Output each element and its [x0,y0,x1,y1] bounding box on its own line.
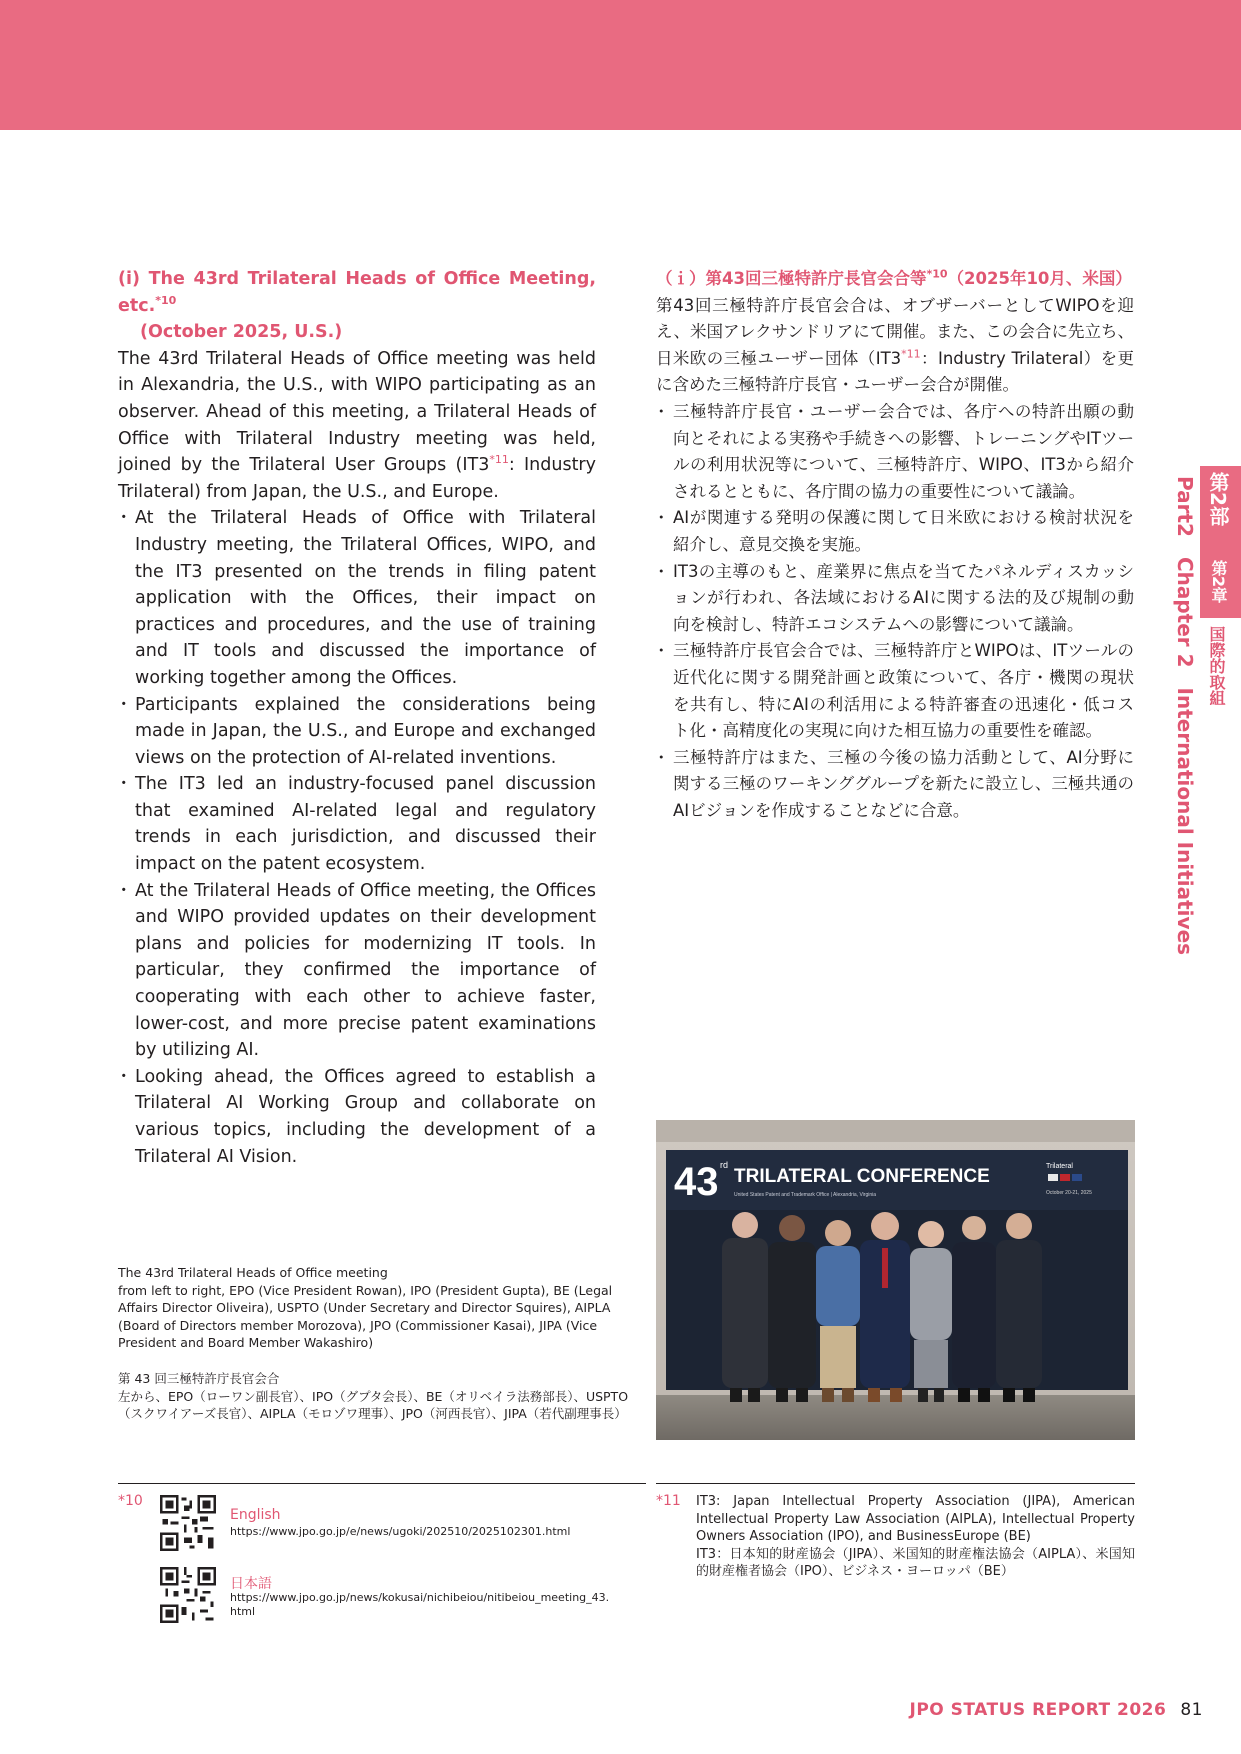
english-heading [118,266,596,346]
japanese-column [656,266,1134,824]
english-bullet-list [118,505,596,1170]
footnote-ref-10: *10 [926,267,948,281]
list-item: ・ 三極特許庁はまた、三極の今後の協力活動として、AI分野に関する三極のワーキンググループを新たに設立し、三極共通のAIビジョンを作成することなどに合意。 [656,745,1134,825]
qr-code-english[interactable] [160,1495,216,1551]
english-heading-title: (i) The 43rd Trilateral Heads of Office Meeting, etc. [118,269,596,316]
footnote-ref-11: *11 [901,347,921,361]
list-item: ・ Looking ahead, the Offices agreed to establish a Trilateral AI Working Group and collaborate on various topics, including the development of a Trilateral AI Vision. [118,1064,596,1170]
side-chapter-label: 第2章 [1209,560,1228,604]
footnote-divider [118,1483,646,1484]
caption-title: The 43rd Trilateral Heads of Office meeting [118,1265,388,1280]
header-color-band [0,0,1241,130]
photo-caption-japanese [118,1370,646,1423]
qr-code-japanese[interactable] [160,1567,216,1623]
conference-group-photo [656,1120,1135,1440]
list-item: ・ AIが関連する発明の保護に関して日米欧における検討状況を紹介し、意見交換を実施。 [656,505,1134,558]
caption-body: 左から、EPO（ローワン副長官）、IPO（グプタ会長）、BE（オリベイラ法務部長）、USPTO（スクワイアーズ長官）、AIPLA（モロゾワ理事）、JPO（河西長官）、JIPA（若代副理事長） [118,1388,629,1422]
caption-title: 第 43 回三極特許庁長官会合 [118,1371,280,1386]
english-heading-date: (October 2025, U.S.) [140,322,343,343]
footnote-10-mark: *10 [118,1493,143,1509]
footnote-11-mark: *11 [656,1493,681,1509]
side-part-label: 第2部 [1206,472,1230,526]
japanese-intro-text-b: ：Industry Trilateral）を更に含めた三極特許庁長官・ユーザー会合が開催。 [656,348,1134,395]
english-url-link[interactable]: https://www.jpo.go.jp/e/news/ugoki/202510/2025102301.html [230,1525,571,1538]
list-item: ・ At the Trilateral Heads of Office meeting, the Offices and WIPO provided updates on their development plans and policies for modernizing IT tools. In particular, they confirmed the importance of cooperating with each other to achieve faster, lower-cost, and more precise patent examinations by utilizing AI. [118,878,596,1064]
list-item: ・ The IT3 led an industry-focused panel discussion that examined AI-related legal and regulatory trends in each jurisdiction, and discussed their impact on the patent ecosystem. [118,771,596,877]
list-item: ・ IT3の主導のもと、産業界に焦点を当てたパネルディスカッションが行われ、各法域におけるAIに関する法的及び規制の動向を検討し、特許エコシステムへの影響について議論。 [656,559,1134,639]
list-item: ・ 三極特許庁長官会合では、三極特許庁とWIPOは、ITツールの近代化に関する開発計画と政策について、各庁・機関の現状を共有し、特にAIの利活用による特許審査の迅速化・低コスト化・高精度化の実現に向けた相互協力の重要性を確認。 [656,638,1134,744]
list-item: ・ 三極特許庁長官・ユーザー会合では、各庁への特許出願の動向とそれによる実務や手続きへの影響、トレーニングやITツールの利用状況等について、三極特許庁、WIPO、IT3から紹介されるとともに、各庁間の協力の重要性について議論。 [656,399,1134,505]
footnote-11 [656,1493,1135,1581]
footnote-ref-11: *11 [489,453,509,467]
footnote-divider [656,1483,1135,1484]
english-intro-text-a: The 43rd Trilateral Heads of Office meeting was held in Alexandria, the U.S., with WIPO participating as an observer. Ahead of this meeting, a Trilateral Heads of Office with Trilateral Industry meeting was held, joined by the Trilateral User Groups (IT3 [118,348,596,476]
japanese-url-link[interactable]: https://www.jpo.go.jp/news/kokusai/nichibeiou/nitibeiou_meeting_43.html [230,1591,610,1618]
banner-title: TRILATERAL CONFERENCE [734,1166,990,1187]
banner-logo-text: Trilateral [1046,1163,1073,1170]
japanese-heading-date: （2025年10月、米国） [947,269,1132,288]
japanese-intro [656,293,1134,399]
banner-subtitle: United States Patent and Trademark Office | Alexandria, Virginia [734,1192,877,1198]
footnote-ref-10: *10 [155,293,177,307]
english-intro-text-b: : Industry Trilateral) from Japan, the U.S., and Europe. [118,455,596,502]
footnote-11-japanese: IT3：日本知的財産協会（JIPA）、米国知的財産権法協会（AIPLA）、米国知的財産権者協会（IPO）、ビジネス・ヨーロッパ（BE） [696,1546,1135,1579]
caption-body: from left to right, EPO (Vice President Rowan), IPO (President Gupta), BE (Legal Affairs Director Oliveira), USPTO (Under Secretary and Director Squires), AIPLA (Board of Directors member Morozova), JPO (Commissioner Kasai), JIPA (Vice President and Board Member Wakashiro) [118,1282,613,1351]
banner-date: October 20-21, 2025 [1046,1190,1092,1196]
report-title: JPO STATUS REPORT 2026 [909,1700,1167,1720]
footnote-11-english: IT3: Japan Intellectual Property Association (JIPA), American Intellectual Property Law Association (AIPLA), Intellectual Property Owners Association (IPO), and BusinessEurope (BE) [696,1494,1135,1544]
list-item: ・ Participants explained the considerations being made in Japan, the U.S., and Europe and exchanged views on the protection of AI-related inventions. [118,692,596,772]
side-title-english: Part2 Chapter 2 International Initiatives [1173,476,1197,956]
banner-number-suffix: rd [720,1160,729,1170]
japanese-heading [656,266,1134,293]
photo-caption-english [118,1264,646,1352]
english-link-label: English [230,1507,281,1523]
photo-illustration [656,1120,1135,1440]
page-number: 81 [1180,1700,1203,1720]
japanese-link-label: 日本語 [230,1576,272,1592]
japanese-intro-text-a: 第43回三極特許庁長官会合は、オブザーバーとしてWIPOを迎え、米国アレクサンドリアにて開催。また、この会合に先立ち、日米欧の三極ユーザー団体（IT3 [656,295,1134,368]
list-item: ・ At the Trilateral Heads of Office with Trilateral Industry meeting, the Trilateral Offices, WIPO, and the IT3 presented on the trends in filing patent application with the Offices, their impact on practices and procedures, and the use of training and IT tools and discussed the importance of working together among the Offices. [118,505,596,691]
english-intro [118,346,596,506]
english-column [118,266,596,1170]
banner-number: 43 [674,1160,719,1204]
japanese-bullet-list [656,399,1134,825]
japanese-heading-title: （ｉ）第43回三極特許庁長官会合等 [656,269,927,288]
page-footer [910,1700,1204,1720]
side-title-japanese: 国際的取組 [1207,626,1226,706]
